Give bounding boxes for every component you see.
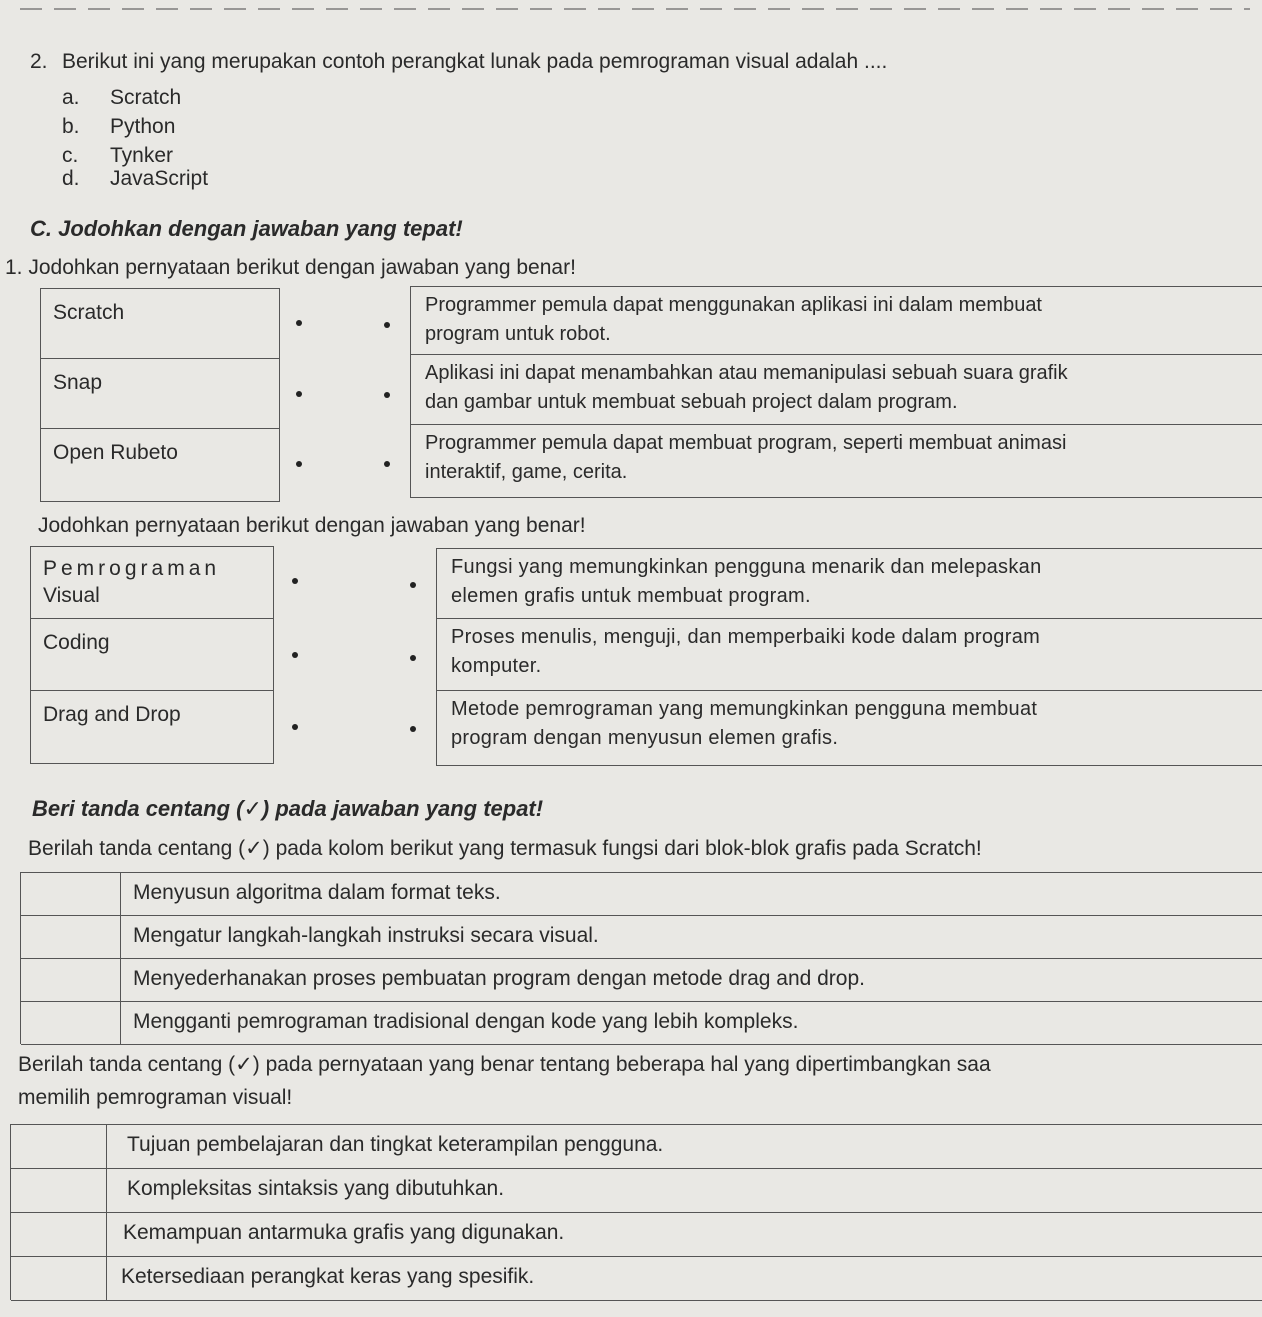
option-b[interactable] (62, 115, 175, 139)
option-letter: a. (62, 86, 80, 109)
table2-instruction-line2: memilih pemrograman visual! (18, 1086, 293, 1109)
checkbox-cell[interactable] (21, 916, 121, 958)
item-line: elemen grafis untuk membuat program. (451, 585, 811, 607)
item-line: Proses menulis, menguji, dan memperbaiki kode dalam program (451, 626, 1041, 648)
option-letter: b. (62, 115, 80, 138)
table-row (21, 1002, 1262, 1045)
row-text: Menyederhanakan proses pembuatan program dengan metode drag and drop. (133, 967, 865, 990)
item-line: Drag and Drop (43, 703, 181, 726)
item-line: Pemrograman (43, 557, 221, 580)
checklist-table-2 (10, 1124, 1262, 1300)
option-text: Python (110, 115, 176, 138)
row-text: Tujuan pembelajaran dan tingkat keterampilan pengguna. (127, 1133, 664, 1156)
table1-instruction: Berilah tanda centang (✓) pada kolom berikut yang termasuk fungsi dari blok-blok grafis pada Scratch! (28, 837, 982, 860)
item-line: Fungsi yang memungkinkan pengguna menarik dan melepaskan (451, 556, 1042, 578)
item-text: Snap (53, 371, 103, 394)
match2-right-dot[interactable] (410, 655, 416, 661)
match2-right-item (437, 691, 1262, 765)
row-text: Mengatur langkah-langkah instruksi secara visual. (133, 924, 599, 947)
row-text: Kompleksitas sintaksis yang dibutuhkan. (127, 1177, 505, 1200)
match2-right-dot[interactable] (410, 726, 416, 732)
option-text: JavaScript (110, 167, 209, 190)
match1-right-dot[interactable] (384, 461, 390, 467)
option-a[interactable] (62, 86, 181, 110)
match1-left-dot[interactable] (296, 320, 302, 326)
match2-instruction: Jodohkan pernyataan berikut dengan jawaban yang benar! (38, 514, 586, 537)
match1-right-dot[interactable] (384, 322, 390, 328)
item-line: interaktif, game, cerita. (425, 461, 628, 483)
match2-left-dot[interactable] (292, 724, 298, 730)
row-text: Mengganti pemrograman tradisional dengan kode yang lebih kompleks. (133, 1010, 799, 1033)
item-text: Open Rubeto (53, 441, 178, 464)
section-c-title: C. Jodohkan dengan jawaban yang tepat! (30, 216, 463, 241)
match2-left-item (31, 691, 273, 763)
table-row (21, 916, 1262, 959)
match2-right-item (437, 619, 1262, 691)
checklist-table-1 (20, 872, 1262, 1044)
item-line: Programmer pemula dapat membuat program, seperti membuat animasi (425, 432, 1067, 454)
checkbox-cell[interactable] (11, 1125, 107, 1168)
question-text: Berikut ini yang merupakan contoh perangkat lunak pada pemrograman visual adalah .... (62, 50, 888, 73)
match1-left-column (40, 288, 280, 502)
option-text: Scratch (110, 86, 182, 109)
table-row (11, 1169, 1262, 1213)
item-line: Coding (43, 631, 110, 654)
match1-right-item (411, 425, 1262, 497)
match1-right-column (410, 286, 1262, 498)
match1-left-item (41, 429, 279, 501)
match2-left-item (31, 547, 273, 619)
item-line: Metode pemrograman yang memungkinkan pengguna membuat (451, 698, 1038, 720)
row-text: Menyusun algoritma dalam format teks. (133, 881, 501, 904)
table-row (21, 959, 1262, 1002)
item-line: dan gambar untuk membuat sebuah project dalam program. (425, 391, 958, 413)
option-c[interactable] (62, 144, 173, 168)
match1-right-dot[interactable] (384, 392, 390, 398)
match2-right-column (436, 548, 1262, 766)
match1-left-item (41, 359, 279, 429)
checkbox-cell[interactable] (11, 1257, 107, 1300)
match1-left-dot[interactable] (296, 461, 302, 467)
checkbox-cell[interactable] (21, 1002, 121, 1044)
match2-left-item (31, 619, 273, 691)
row-text: Ketersediaan perangkat keras yang spesifik. (121, 1265, 535, 1288)
checkbox-cell[interactable] (21, 959, 121, 1001)
table-row (11, 1213, 1262, 1257)
table-row (21, 873, 1262, 916)
match1-right-item (411, 355, 1262, 425)
top-dashed-line (20, 8, 1250, 10)
match2-left-column (30, 546, 274, 764)
item-line: komputer. (451, 655, 542, 677)
item-line: Visual (43, 584, 100, 608)
section-d-title: Beri tanda centang (✓) pada jawaban yang tepat! (32, 796, 544, 821)
match2-right-item (437, 549, 1262, 619)
match1-left-item (41, 289, 279, 359)
match1-left-dot[interactable] (296, 391, 302, 397)
match2-left-dot[interactable] (292, 578, 298, 584)
option-letter: d. (62, 167, 80, 190)
item-line: Aplikasi ini dapat menambahkan atau memanipulasi sebuah suara grafik (425, 362, 1068, 384)
match2-left-dot[interactable] (292, 652, 298, 658)
table-row (11, 1125, 1262, 1169)
table-row (11, 1257, 1262, 1301)
item-text: Scratch (53, 301, 125, 324)
checkbox-cell[interactable] (11, 1169, 107, 1212)
row-text: Kemampuan antarmuka grafis yang digunakan. (123, 1221, 565, 1244)
question-2 (30, 50, 887, 74)
match2-right-dot[interactable] (410, 582, 416, 588)
match1-instruction: 1. Jodohkan pernyataan berikut dengan jawaban yang benar! (5, 256, 576, 279)
item-line: Programmer pemula dapat menggunakan aplikasi ini dalam membuat (425, 294, 1042, 316)
checkbox-cell[interactable] (21, 873, 121, 915)
option-text: Tynker (110, 144, 174, 167)
checkbox-cell[interactable] (11, 1213, 107, 1256)
option-d[interactable] (62, 167, 208, 191)
question-number: 2. (30, 50, 48, 73)
option-letter: c. (62, 144, 79, 167)
table2-instruction-line1: Berilah tanda centang (✓) pada pernyataan yang benar tentang beberapa hal yang dipertimbangkan saa (18, 1053, 991, 1076)
item-line: program dengan menyusun elemen grafis. (451, 727, 839, 749)
match1-right-item (411, 287, 1262, 355)
item-line: program untuk robot. (425, 323, 611, 345)
